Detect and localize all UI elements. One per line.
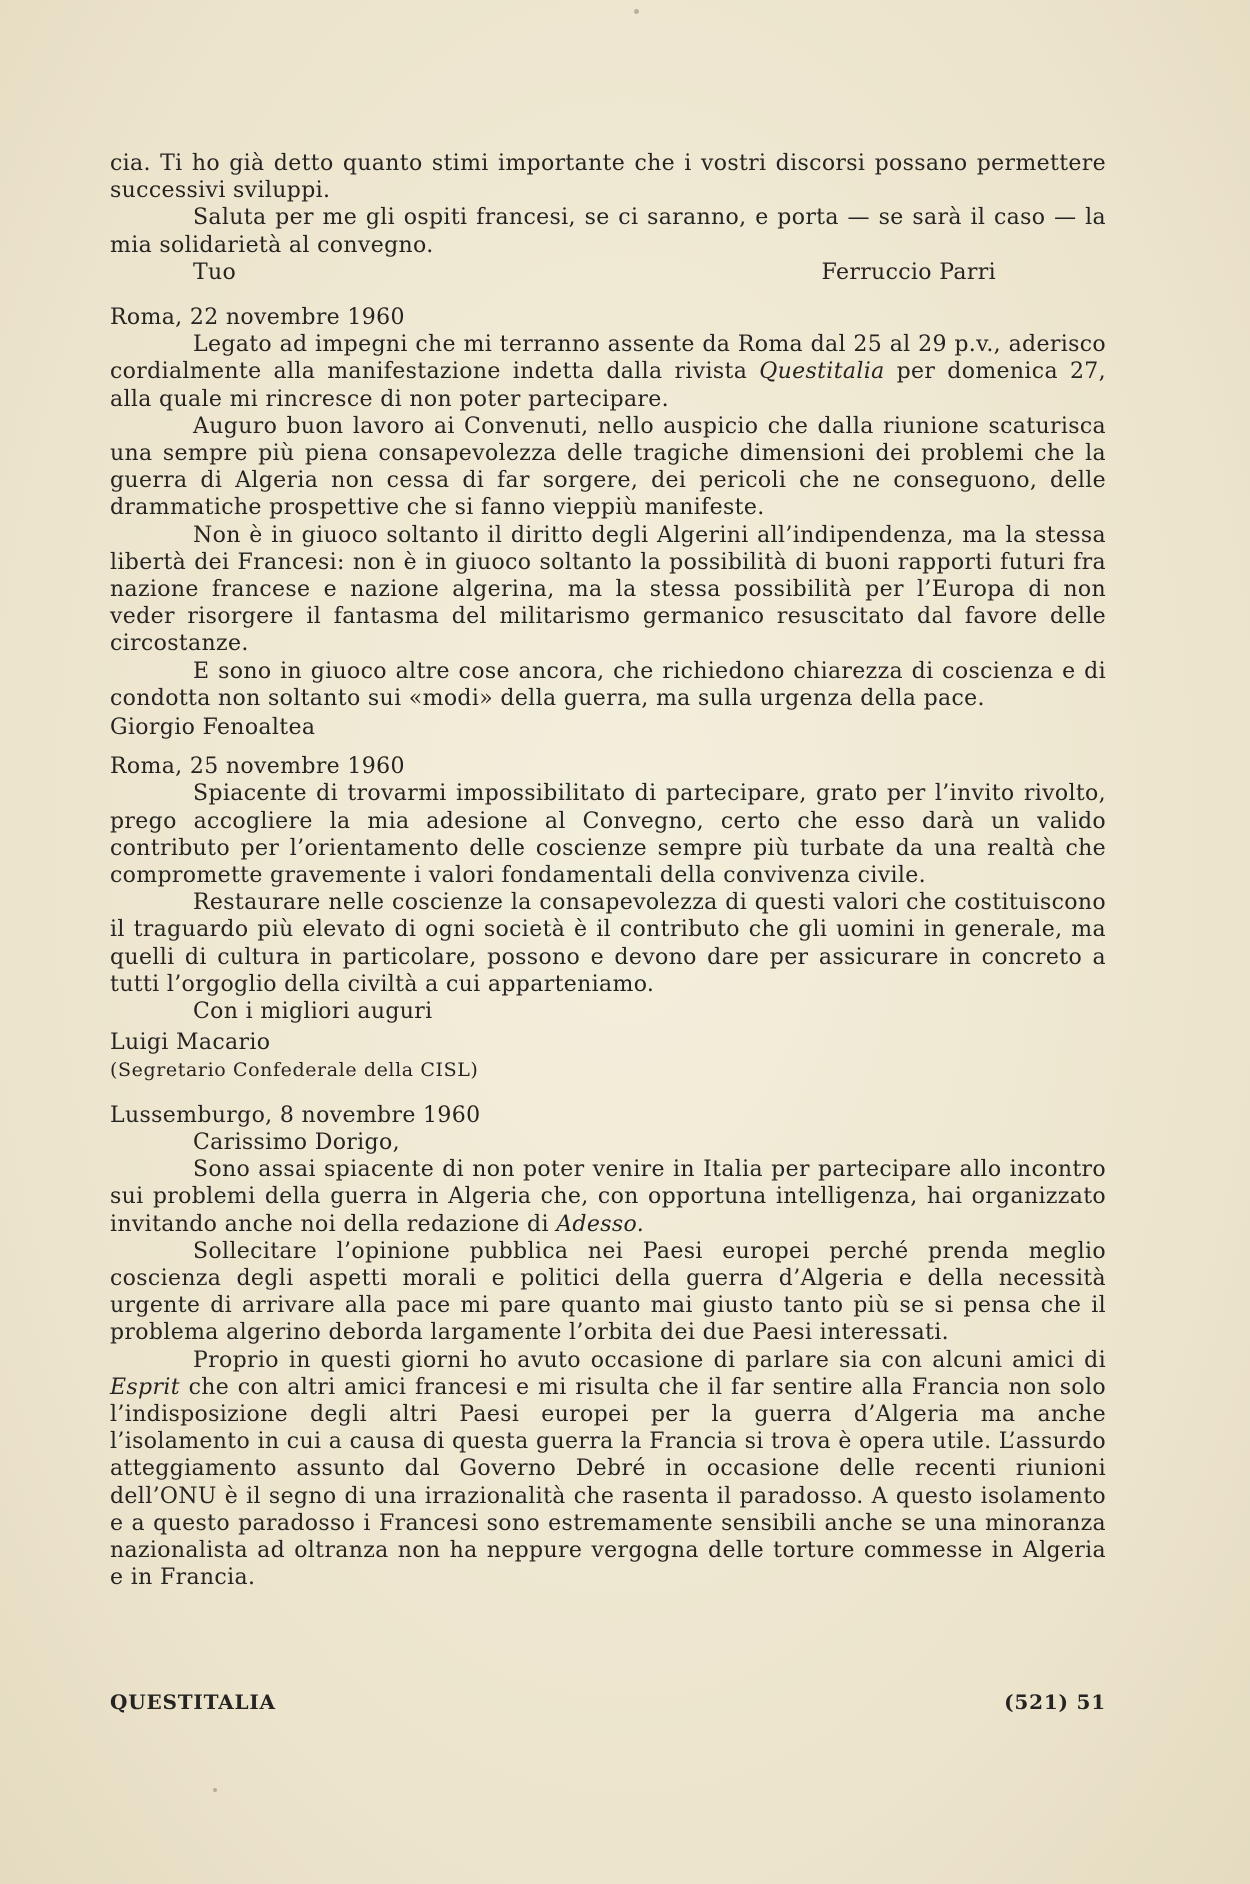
signature: Luigi Macario [110, 1030, 271, 1056]
paragraph [110, 1156, 1106, 1238]
paragraph [110, 1347, 1106, 1592]
dateline: Roma, 22 novembre 1960 [110, 305, 405, 331]
closing-line [110, 259, 1106, 286]
magazine-title: Adesso. [556, 1211, 645, 1237]
letter-parri [110, 150, 1106, 286]
paragraph: Restaurare nelle coscienze la consapevolezza di questi valori che costituiscono il traguardo più elevato di ogni società è il contributo che gli uomini in generale, ma quelli di cultura in particolare, possono e devono dare per assicurare in concreto a tutti l’orgoglio della civiltà a cui apparteniamo. [110, 890, 1106, 997]
signature: Ferruccio Parri [821, 259, 996, 285]
paragraph: Saluta per me gli ospiti francesi, se ci saranno, e porta — se sarà il caso — la mia solidarietà al convegno. [110, 205, 1106, 258]
paragraph: Auguro buon lavoro ai Convenuti, nello auspicio che dalla riunione scaturisca una sempre più piena consapevolezza delle tragiche dimensioni dei problemi che la guerra di Algeria non cessa di far sorgere, dei pericoli che ne conseguono, delle drammatiche prospettive che si fanno vieppiù manifeste. [110, 413, 1106, 521]
paragraph [110, 331, 1106, 413]
letter-fenoaltea [110, 304, 1106, 741]
salutation: Carissimo Dorigo, [193, 1129, 400, 1155]
page-number: (521) 51 [1004, 1690, 1106, 1714]
dateline: Roma, 25 novembre 1960 [110, 754, 405, 780]
magazine-title: Questitalia [759, 359, 885, 385]
paragraph: Sollecitare l’opinione pubblica nei Paesi europei perché prenda meglio coscienza degli aspetti morali e politici della guerra d’Algeria e della necessità urgente di arrivare alla pace mi pare quanto mai giusto tanto più se si pensa che il problema algerino deborda largamente l’orbita dei due Paesi interessati. [110, 1238, 1106, 1346]
closing: Con i migliori auguri [193, 999, 433, 1025]
paragraph: Non è in giuoco soltanto il diritto degli Algerini all’indipendenza, ma la stessa libertà dei Francesi: non è in giuoco soltanto la possibilità di buoni rapporti futuri fra nazione francese e nazione algerina, ma la stessa possibilità per l’Europa di non veder risorgere il fantasma del militarismo germanico resuscitato dal favore delle circostanze. [110, 522, 1106, 657]
paper-speck [634, 9, 639, 14]
signature-role: (Segretario Confederale della CISL) [110, 1058, 479, 1081]
letter-luxembourg [110, 1102, 1106, 1592]
letter-macario [110, 753, 1106, 1083]
signature: Giorgio Fenoaltea [110, 715, 316, 741]
paragraph-text: Legato ad impegni che mi terranno assente da Roma dal 25 al 29 p.v., aderisco cordialmente alla manifestazione indetta dalla rivista [110, 332, 1106, 385]
paragraph: E sono in giuoco altre cose ancora, che richiedono chiarezza di coscienza e di condotta non soltanto sui «modi» della guerra, ma sulla urgenza della pace. [110, 658, 1106, 711]
closing: Tuo [193, 259, 237, 285]
dateline: Lussemburgo, 8 novembre 1960 [110, 1102, 481, 1128]
paragraph-text: per domenica 27, alla quale mi rincresce di non poter partecipare. [110, 359, 1106, 412]
page-footer [110, 1690, 1106, 1714]
paragraph: cia. Ti ho già detto quanto stimi importante che i vostri discorsi possano permettere successivi sviluppi. [110, 151, 1106, 204]
magazine-title: Esprit [110, 1374, 180, 1400]
journal-name: QUESTITALIA [110, 1690, 276, 1714]
paragraph-text: Proprio in questi giorni ho avuto occasione di parlare sia con alcuni amici di [193, 1347, 1106, 1373]
paper-speck [213, 1788, 217, 1792]
paragraph-text: Sono assai spiacente di non poter venire in Italia per partecipare allo incontro sui problemi della guerra in Algeria che, con opportuna intelligenza, hai organizzato invitando anche noi della redazione di [110, 1157, 1106, 1237]
paragraph: Spiacente di trovarmi impossibilitato di partecipare, grato per l’invito rivolto, prego accogliere la mia adesione al Convegno, certo che esso darà un valido contributo per l’orientamento delle coscienze sempre più turbate da una realtà che compromette gravemente i valori fondamentali della convivenza civile. [110, 781, 1106, 889]
paragraph-text: che con altri amici francesi e mi risulta che il far sentire alla Francia non solo l’indisposizione degli altri Paesi europei per la guerra d’Algeria ma anche l’isolamento in cui a causa di questa guerra la Francia si trova è opera utile. L’assurdo atteggiamento assunto dal Governo Debré in occasione delle recenti riunioni dell’ONU è il segno di una irrazionalità che rasenta il paradosso. A questo isolamento e a questo paradosso i Francesi sono estremamente sensibili anche se una minoranza nazionalista ad oltranza non ha neppure vergogna delle torture commesse in Algeria e in Francia. [110, 1374, 1106, 1591]
page-body [110, 150, 1106, 1591]
